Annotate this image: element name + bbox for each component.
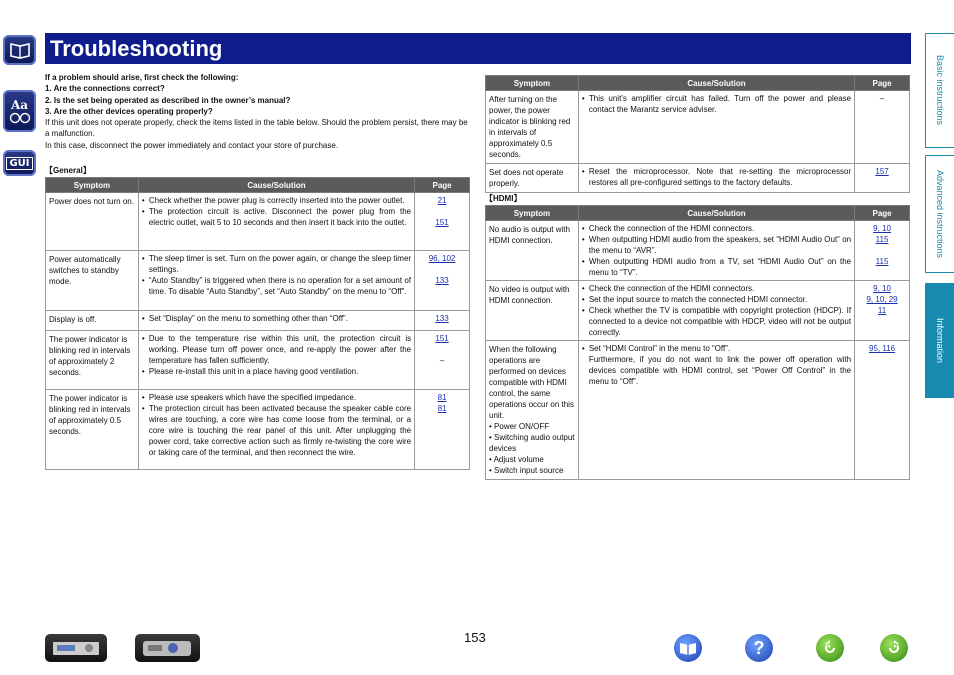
symptom-text: When the following operations are performed on devices compatible with HDMI control, the same operations occur on this unit. [489,345,574,420]
table-row [46,311,470,331]
page-link[interactable]: 95, 116 [869,344,896,353]
page-value: – [879,94,885,103]
cause-text: The protection circuit is active. Disconnect the power plug from the electric outlet, wait 5 to 10 seconds and then insert it back into the outlet. [148,207,412,227]
col-header-symptom: Symptom [486,206,579,221]
cause-cell: • Reset the microprocessor. Note that re-setting the microprocessor restores all pre-configured settings to the factory defaults. [578,164,854,193]
cause-cell: • This unit’s amplifier circuit has failed. Turn off the power and please contact the Marantz service adviser. [578,91,854,164]
text-size-label: Aa [10,98,29,112]
page-link[interactable]: 157 [875,167,889,176]
page-title: Troubleshooting [45,33,911,64]
page-cell [415,193,470,251]
table-row [486,91,910,164]
remote-control-icon[interactable] [135,634,200,662]
symptom-bullet: • Switch input source [489,466,564,475]
page-cell [415,251,470,311]
symptom-cell: The power indicator is blinking red in intervals of approximately 0.5 seconds. [46,390,139,470]
page-cell [855,221,910,281]
table-row [46,193,470,251]
symptom-bullet-text: Switch input source [494,466,564,475]
table-row [486,281,910,341]
table-row [46,251,470,311]
table-row [486,341,910,480]
page-link[interactable]: 9, 10, 29 [866,295,898,304]
page-link[interactable]: 151 [435,218,449,227]
page-link[interactable]: 11 [877,306,887,315]
col-header-cause: Cause/Solution [578,206,854,221]
index-book-icon[interactable] [674,634,702,662]
table-row [46,390,470,470]
page-cell [855,164,910,193]
page-link[interactable]: 96, 102 [428,254,456,263]
symptom-cell: Power automatically switches to standby mode. [46,251,139,311]
gui-label: GUI [6,157,32,170]
front-panel-icon[interactable] [45,634,107,662]
page-link[interactable]: 9, 10 [873,224,891,233]
page-link[interactable]: 133 [435,314,449,323]
cause-text: Please re-install this unit in a place having good ventilation. [148,367,359,376]
page-link[interactable]: 21 [437,196,447,205]
hdmi-table [485,205,910,480]
cause-text: Check whether the power plug is correctly inserted into the power outlet. [148,196,405,205]
cause-cell: • Check the connection of the HDMI connectors. • When outputting HDMI audio from the speakers, set “HDMI Audio Out” on the menu to “AVR”. • When outputting HDMI audio from a TV, set “HDMI Audio Out” on the menu to “TV”. [578,221,854,281]
cause-text: The sleep timer is set. Turn on the power again, or change the sleep timer settings. [148,254,412,274]
intro-text [45,72,470,151]
cause-text: Please use speakers which have the specified impedance. [148,393,357,402]
cause-cell: • Check the connection of the HDMI connectors. • Set the input source to match the connected HDMI connector. • Check whether the TV is compatible with copyright protection (HDCP). If connected to a device not compatible with HDCP, video will not be output correctly. [578,281,854,341]
table-row [486,221,910,281]
page-cell [855,91,910,164]
tab-basic-instructions[interactable] [925,33,954,148]
page-cell [855,281,910,341]
page-link[interactable]: 115 [875,235,889,244]
help-icon[interactable]: ? [745,634,773,662]
page-link[interactable]: 133 [435,276,449,285]
intro-heading: If a problem should arise, first check the following: [45,73,239,82]
col-header-cause: Cause/Solution [578,76,854,91]
forward-icon[interactable] [880,634,908,662]
page-link[interactable]: 115 [875,257,889,266]
symptom-bullet-text: Power ON/OFF [494,422,550,431]
tab-label: Information [935,317,945,364]
col-header-symptom: Symptom [486,76,579,91]
cause-text: Due to the temperature rise within this unit, the protection circuit is working. Please turn off power once, and re-apply the power after the temperature has fallen sufficiently. [148,334,412,365]
cause-cell: • The sleep timer is set. Turn on the power again, or change the sleep timer settings. • “Auto Standby” is triggered when there is no operation for a set amount of time. To disable “Auto Standby”, set “Auto Standby” on the menu to “Off”. [138,251,414,311]
symptom-cell: The power indicator is blinking red in intervals of approximately 2 seconds. [46,331,139,390]
cause-text: “Auto Standby” is triggered when there is no operation for a set amount of time. To disable “Auto Standby”, set “Auto Standby” on the menu to “Off”. [148,276,412,296]
col-header-symptom: Symptom [46,178,139,193]
page-cell [415,390,470,470]
symptom-cell: After turning on the power, the power indicator is blinking red in intervals of approximately 0.5 seconds. [486,91,579,164]
symptom-bullet-text: Switching audio output devices [489,433,575,453]
intro-paragraph: If this unit does not operate properly, check the items listed in the table below. Should the problem persist, there may be a malfunction. [45,118,468,139]
symptom-cell: Power does not turn on. [46,193,139,251]
page-link[interactable]: 9, 10 [873,284,891,293]
cause-text: Check the connection of the HDMI connectors. [588,224,755,233]
symptom-cell: No audio is output with HDMI connection. [486,221,579,281]
book-icon[interactable] [3,35,36,65]
cause-text: Check the connection of the HDMI connectors. [588,284,755,293]
page-link[interactable]: 81 [437,404,447,413]
tab-label: Advanced instructions [935,169,945,259]
cause-text: Set “Display” on the menu to something other than “Off”. [148,314,348,323]
tab-information[interactable] [925,283,954,398]
gui-icon[interactable] [3,150,36,176]
section-label-general: 【General】 [45,166,91,175]
tab-advanced-instructions[interactable] [925,155,954,273]
col-header-page: Page [855,76,910,91]
cause-cell: • Set “Display” on the menu to something other than “Off”. [138,311,414,331]
page-number: 153 [464,630,486,645]
col-header-page: Page [855,206,910,221]
symptom-bullet-text: Adjust volume [493,455,544,464]
page-cell [855,341,910,480]
back-icon[interactable] [816,634,844,662]
text-size-icon[interactable] [3,90,36,132]
intro-q3: 3. Are the other devices operating properly? [45,106,213,116]
table-row [486,164,910,193]
symptom-bullet: • Adjust volume [489,455,544,464]
symptom-bullet: • Power ON/OFF [489,422,550,431]
cause-text: The protection circuit has been activated because the speaker cable core wires are touching, a core wire has come loose from the terminal, or a core wire is touching the rear panel of this unit. After unplugging the power cord, take corrective action such as firmly re-twisting the core wire or taking care of the terminal, and then reconnect the wire. [148,404,412,457]
cause-cell: • Due to the temperature rise within this unit, the protection circuit is working. Please turn off power once, and re-apply the power after the temperature has fallen sufficiently. • Please re-install this unit in a place having good ventilation. [138,331,414,390]
col-header-page: Page [415,178,470,193]
cause-text: This unit’s amplifier circuit has failed. Turn off the power and please contact the Marantz service adviser. [588,94,852,114]
page-cell [415,331,470,390]
section-label-hdmi: 【HDMI】 [485,194,522,203]
symptom-cell: Display is off. [46,311,139,331]
general-table-continued [485,75,910,193]
cause-cell: • Set “HDMI Control” in the menu to “Off”. Furthermore, if you do not want to link the power off operation with devices compatible with HDMI control, set “Power Off Control” in the menu to “Off”. [578,341,854,480]
tab-label: Basic instructions [935,55,945,126]
cause-text: Check whether the TV is compatible with copyright protection (HDCP). If connected to a device not compatible with HDCP, video will not be output correctly. [588,306,852,337]
page-value: – [439,356,445,365]
cause-cell: • Check whether the power plug is correctly inserted into the power outlet. • The protection circuit is active. Disconnect the power plug from the electric outlet, wait 5 to 10 seconds and then insert it back into the outlet. [138,193,414,251]
cause-text: Reset the microprocessor. Note that re-setting the microprocessor restores all pre-configured settings to the factory defaults. [588,167,852,187]
intro-q1: 1. Are the connections correct? [45,84,165,94]
page-cell [415,311,470,331]
cause-text: Set the input source to match the connected HDMI connector. [588,295,808,304]
cause-continuation: Furthermore, if you do not want to link the power off operation with devices compatible with HDMI control, set “Power Off Control” in the menu to “Off”. [588,355,852,386]
intro-q2: 2. Is the set being operated as described in the owner’s manual? [45,95,291,105]
page-link[interactable]: 151 [435,334,449,343]
symptom-cell: No video is output with HDMI connection. [486,281,579,341]
cause-text: When outputting HDMI audio from a TV, set “HDMI Audio Out” on the menu to “TV”. [588,257,852,277]
cause-cell: • Please use speakers which have the specified impedance. • The protection circuit has been activated because the speaker cable core wires are touching, a core wire has come loose from the terminal, or a core wire is touching the rear panel of this unit. After unplugging the power cord, take corrective action such as firmly re-twisting the core wire or taking care of the terminal, and then reconnect the wire. [138,390,414,470]
table-row [46,331,470,390]
symptom-cell [486,341,579,480]
page-link[interactable]: 81 [437,393,447,402]
symptom-cell: Set does not operate properly. [486,164,579,193]
intro-paragraph: In this case, disconnect the power immediately and contact your store of purchase. [45,140,339,150]
cause-text: When outputting HDMI audio from the speakers, set “HDMI Audio Out” on the menu to “AVR”. [588,235,852,255]
cause-text: Set “HDMI Control” in the menu to “Off”. [588,344,731,353]
col-header-cause: Cause/Solution [138,178,414,193]
symptom-bullet: • Switching audio output devices [489,433,575,453]
general-table [45,177,470,470]
